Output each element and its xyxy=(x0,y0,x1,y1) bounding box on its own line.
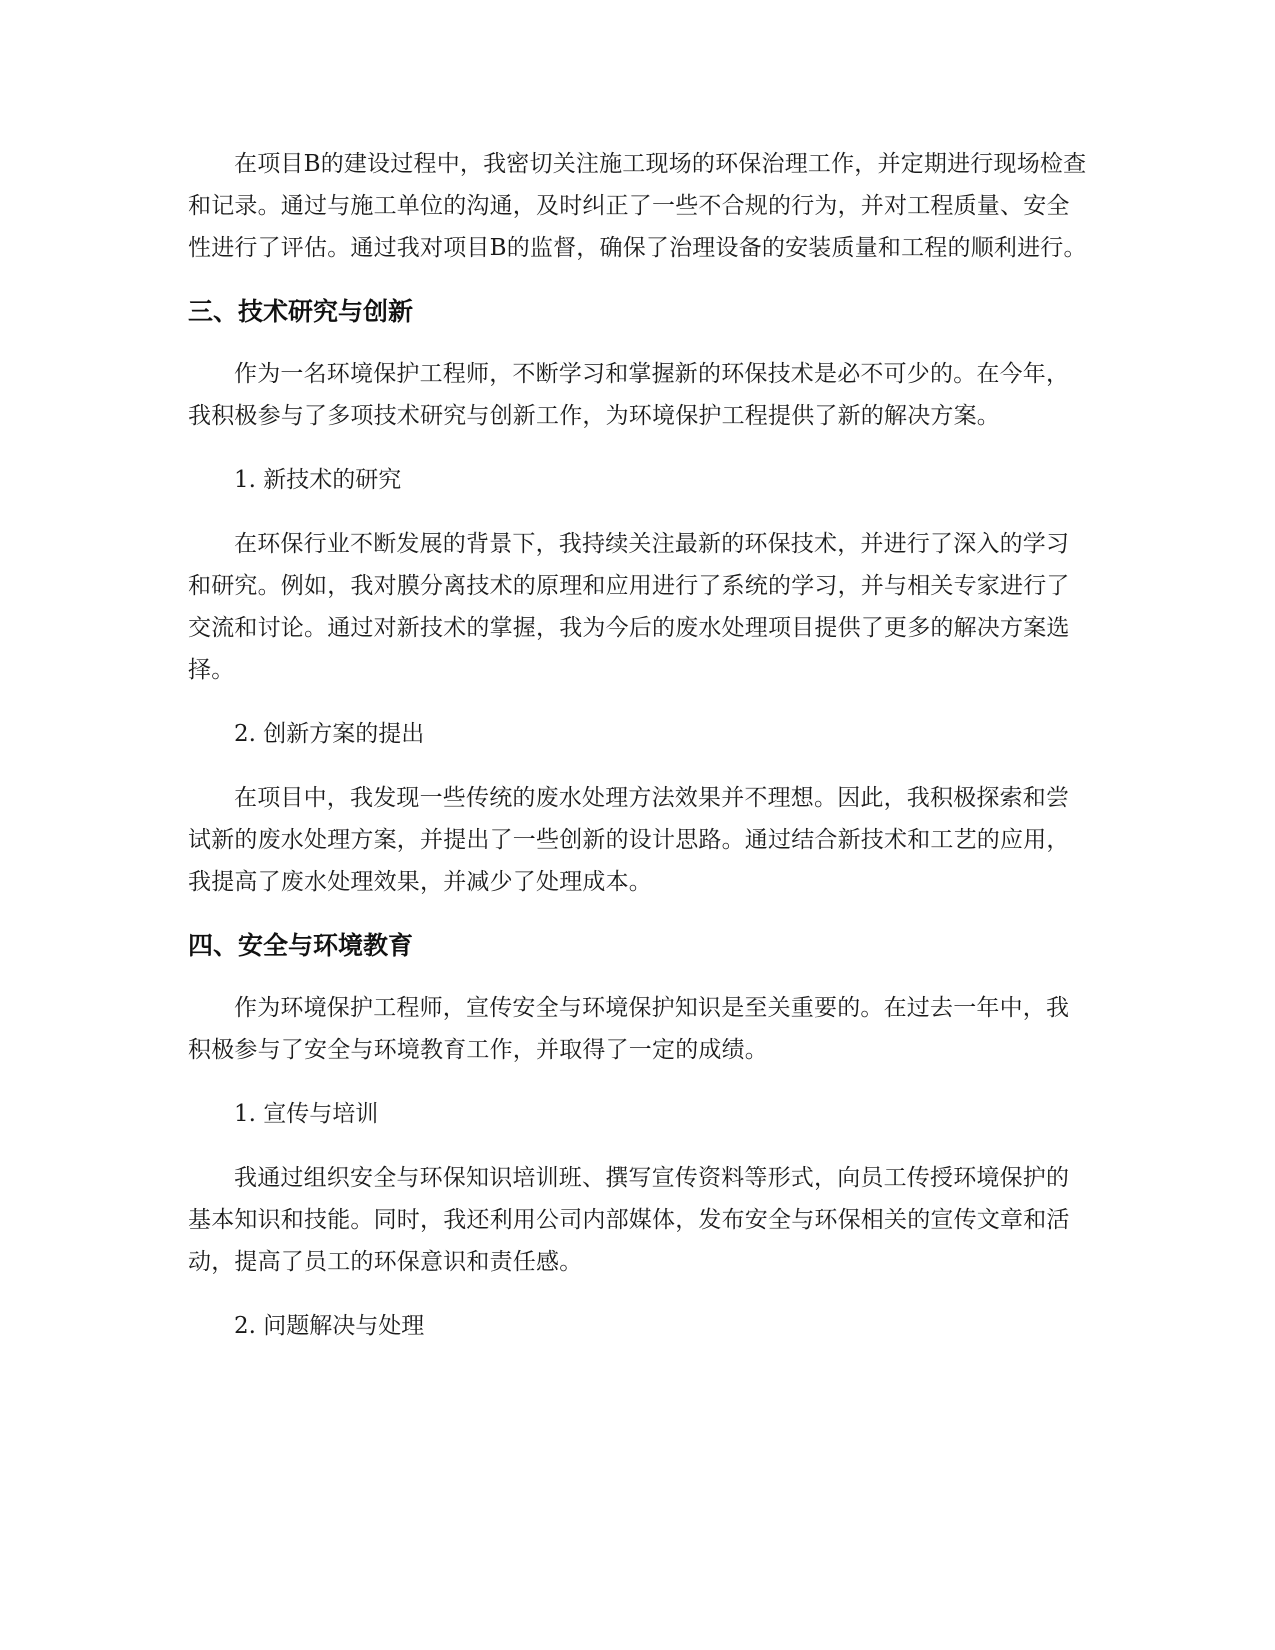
paragraph-innovation: 在项目中，我发现一些传统的废水处理方法效果并不理想。因此，我积极探索和尝试新的废水处理方案，并提出了一些创新的设计思路。通过结合新技术和工艺的应用，我提高了废水处理效果，并减少了处理成本。 xyxy=(188,785,1070,895)
section-heading-safety-education: 四、安全与环境教育 xyxy=(188,931,414,960)
subheading-problem-solving: 2. 问题解决与处理 xyxy=(234,1313,425,1339)
section-heading-tech-research: 三、技术研究与创新 xyxy=(188,297,414,326)
subheading-publicity-training: 1. 宣传与培训 xyxy=(234,1101,379,1127)
subheading-innovation-proposal: 2. 创新方案的提出 xyxy=(234,721,425,747)
paragraph-safety-intro: 作为环境保护工程师，宣传安全与环境保护知识是至关重要的。在过去一年中，我积极参与了安全与环境教育工作，并取得了一定的成绩。 xyxy=(188,995,1070,1063)
paragraph-project-b: 在项目B的建设过程中，我密切关注施工现场的环保治理工作，并定期进行现场检查和记录。通过与施工单位的沟通，及时纠正了一些不合规的行为，并对工程质量、安全性进行了评估。通过我对项目B的监督，确保了治理设备的安装质量和工程的顺利进行。 xyxy=(188,151,1087,261)
subheading-new-tech-research: 1. 新技术的研究 xyxy=(234,467,402,493)
document-body xyxy=(188,143,1088,1369)
paragraph-publicity: 我通过组织安全与环保知识培训班、撰写宣传资料等形式，向员工传授环境保护的基本知识和技能。同时，我还利用公司内部媒体，发布安全与环保相关的宣传文章和活动，提高了员工的环保意识和责任感。 xyxy=(188,1165,1070,1275)
paragraph-new-tech: 在环保行业不断发展的背景下，我持续关注最新的环保技术，并进行了深入的学习和研究。例如，我对膜分离技术的原理和应用进行了系统的学习，并与相关专家进行了交流和讨论。通过对新技术的掌握，我为今后的废水处理项目提供了更多的解决方案选择。 xyxy=(188,531,1070,683)
paragraph-tech-intro: 作为一名环境保护工程师，不断学习和掌握新的环保技术是必不可少的。在今年，我积极参与了多项技术研究与创新工作，为环境保护工程提供了新的解决方案。 xyxy=(188,361,1070,429)
